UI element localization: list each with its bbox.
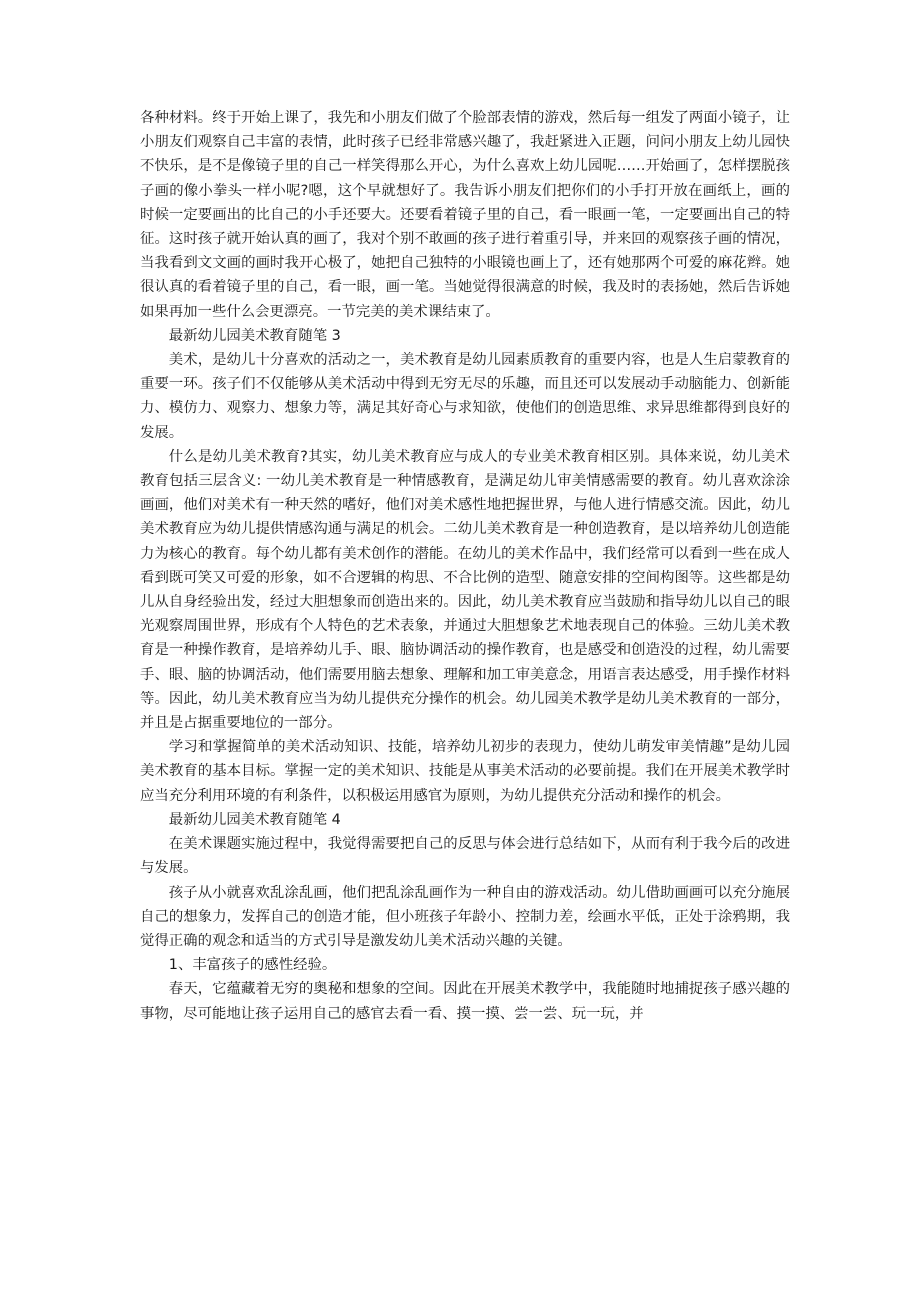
section-heading-4: 最新幼儿园美术教育随笔 4 bbox=[168, 811, 341, 828]
paragraph-7: 春天，它蕴藏着无穷的奥秘和想象的空间。因此在开展美术教学中，我能随时地捕捉孩子感兴趣的事物，尽可能地让孩子运用自己的感官去看一看、摸一摸、尝一尝、玩一玩，并 bbox=[140, 981, 790, 1022]
paragraph-2: 美术，是幼儿十分喜欢的活动之一，美术教育是幼儿园素质教育的重要内容，也是人生启蒙教育的重要一环。孩子们不仅能够从美术活动中得到无穷无尽的乐趣，而且还可以发展动手动脑能力、创新能力、模仿力、观察力、想象力等，满足其好奇心与求知欲，使他们的创造思维、求异思维都得到良好的发展。 bbox=[140, 352, 790, 441]
paragraph-6: 孩子从小就喜欢乱涂乱画，他们把乱涂乱画作为一种自由的游戏活动。幼儿借助画画可以充分施展自己的想象力，发挥自己的创造才能，但小班孩子年龄小、控制力差，绘画水平低，正处于涂鸦期，我觉得正确的观念和适当的方式引导是激发幼儿美术活动兴趣的关键。 bbox=[140, 884, 790, 949]
section-heading-3: 最新幼儿园美术教育随笔 3 bbox=[168, 327, 341, 344]
document-body bbox=[140, 106, 790, 1026]
paragraph-1: 各种材料。终于开始上课了，我先和小朋友们做了个脸部表情的游戏，然后每一组发了两面小镜子，让小朋友们观察自己丰富的表情，此时孩子已经非常感兴趣了，我赶紧进入正题，问问小朋友上幼儿园快不快乐，是不是像镜子里的自己一样笑得那么开心，为什么喜欢上幼儿园呢……开始画了，怎样摆脱孩子画的像小拳头一样小呢?嗯，这个早就想好了。我告诉小朋友们把你们的小手打开放在画纸上，画的时候一定要画出的比自己的小手还要大。还要看着镜子里的自己，看一眼画一笔，一定要画出自己的特征。这时孩子就开始认真的画了，我对个别不敢画的孩子进行着重引导，并来回的观察孩子画的情况，当我看到文文画的画时我开心极了，她把自己独特的小眼镜也画上了，还有她那两个可爱的麻花辫。她很认真的看着镜子里的自己，看一眼，画一笔。当她觉得很满意的时候，我及时的表扬她，然后告诉她如果再加一些什么会更漂亮。一节完美的美术课结束了。 bbox=[140, 110, 790, 320]
subheading-1: 1、丰富孩子的感性经验。 bbox=[168, 957, 337, 974]
paragraph-4: 学习和掌握简单的美术活动知识、技能，培养幼儿初步的表现力，使幼儿萌发审美情趣”是幼儿园美术教育的基本目标。掌握一定的美术知识、技能是从事美术活动的必要前提。我们在开展美术教学时应当充分利用环境的有利条件，以积极运用感官为原则，为幼儿提供充分活动和操作的机会。 bbox=[140, 739, 790, 804]
paragraph-5: 在美术课题实施过程中，我觉得需要把自己的反思与体会进行总结如下，从而有利于我今后的改进与发展。 bbox=[140, 836, 790, 877]
paragraph-3: 什么是幼儿美术教育?其实，幼儿美术教育应与成人的专业美术教育相区别。具体来说，幼儿美术教育包括三层含义: 一幼儿美术教育是一种情感教育，是满足幼儿审美情感需要的教育。幼儿喜欢涂涂画画，他们对美术有一种天然的嗜好，他们对美术感性地把握世界，与他人进行情感交流。因此，幼儿美术教育应为幼儿提供情感沟通与满足的机会。二幼儿美术教育是一种创造教育，是以培养幼儿创造能力为核心的教育。每个幼儿都有美术创作的潜能。在幼儿的美术作品中，我们经常可以看到一些在成人看到既可笑又可爱的形象，如不合逻辑的构思、不合比例的造型、随意安排的空间构图等。这些都是幼儿从自身经验出发，经过大胆想象而创造出来的。因此，幼儿美术教育应当鼓励和指导幼儿以自己的眼光观察周围世界，形成有个人特色的艺术表象，并通过大胆想象艺术地表现自己的体验。三幼儿美术教育是一种操作教育，是培养幼儿手、眼、脑协调活动的操作教育，也是感受和创造没的过程，幼儿需要手、眼、脑的协调活动，他们需要用脑去想象、理解和加工审美意念，用语言表达感受，用手操作材料等。因此，幼儿美术教育应当为幼儿提供充分操作的机会。幼儿园美术教学是幼儿美术教育的一部分，并且是占据重要地位的一部分。 bbox=[140, 448, 790, 732]
